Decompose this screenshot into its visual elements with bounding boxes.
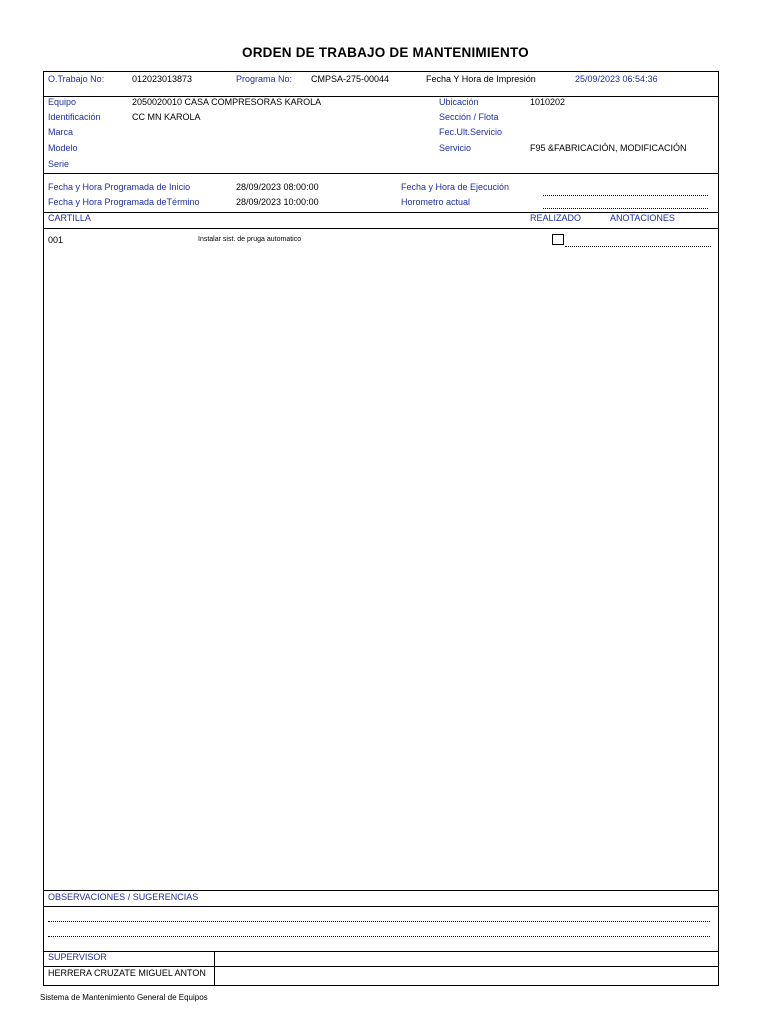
fecult-label: Fec.Ult.Servicio	[439, 127, 503, 137]
cartilla-label: CARTILLA	[48, 213, 91, 223]
equipo-label: Equipo	[48, 97, 77, 107]
identificacion-value: CC MN KAROLA	[132, 112, 201, 122]
realizado-checkbox[interactable]	[552, 234, 564, 245]
supervisor-label: SUPERVISOR	[48, 952, 107, 962]
modelo-label: Modelo	[48, 143, 78, 153]
programa-label: Programa No:	[236, 74, 293, 84]
ejecucion-field[interactable]	[543, 195, 708, 196]
anotaciones-field[interactable]	[565, 246, 711, 247]
termino-value: 28/09/2023 10:00:00	[236, 197, 319, 207]
observaciones-label: OBSERVACIONES / SUGERENCIAS	[48, 892, 199, 902]
impresion-value: 25/09/2023 06:54:36	[575, 74, 658, 84]
inicio-label: Fecha y Hora Programada de Inicio	[48, 182, 191, 192]
footer-text: Sistema de Mantenimiento General de Equipos	[40, 993, 208, 1002]
frame-bottom	[43, 985, 719, 986]
supervisor-name: HERRERA CRUZATE MIGUEL ANTON	[48, 968, 206, 978]
otrabajo-label: O.Trabajo No:	[48, 74, 105, 84]
inicio-value: 28/09/2023 08:00:00	[236, 182, 319, 192]
observaciones-header-line	[43, 906, 719, 907]
frame-left	[43, 71, 44, 986]
servicio-label: Servicio	[439, 143, 472, 153]
marca-label: Marca	[48, 127, 74, 137]
identificacion-label: Identificación	[48, 112, 101, 122]
frame-right	[718, 71, 719, 986]
horometro-field[interactable]	[543, 208, 708, 209]
seccion-label: Sección / Flota	[439, 112, 499, 122]
cartilla-header-line	[43, 228, 719, 229]
supervisor-mid-line	[43, 966, 719, 967]
horometro-label: Horometro actual	[401, 197, 471, 207]
serie-label: Serie	[48, 159, 70, 169]
equipo-divider	[43, 173, 719, 174]
supervisor-divider	[214, 951, 215, 986]
realizado-label: REALIZADO	[530, 213, 582, 223]
impresion-label: Fecha Y Hora de Impresión	[426, 74, 536, 84]
anotaciones-label: ANOTACIONES	[610, 213, 675, 223]
observaciones-line-2[interactable]	[48, 936, 710, 937]
termino-label: Fecha y Hora Programada deTérmino	[48, 197, 200, 207]
observaciones-line-1[interactable]	[48, 921, 710, 922]
observaciones-top-line	[43, 890, 719, 891]
supervisor-top-line	[43, 951, 719, 952]
equipo-value: 2050020010 CASA COMPRESORAS KAROLA	[132, 97, 322, 107]
ejecucion-label: Fecha y Hora de Ejecución	[401, 182, 510, 192]
ubicacion-label: Ubicación	[439, 97, 479, 107]
document-title: ORDEN DE TRABAJO DE MANTENIMIENTO	[242, 45, 529, 60]
programa-value: CMPSA-275-00044	[311, 74, 390, 84]
servicio-value: F95 &FABRICACIÓN, MODIFICACIÓN	[530, 143, 687, 153]
otrabajo-value: 012023013873	[132, 74, 193, 84]
cartilla-item-code: 001	[48, 235, 64, 245]
cartilla-item-description: Instalar sist. de pruga automatico	[198, 236, 302, 243]
ubicacion-value: 1010202	[530, 97, 566, 107]
